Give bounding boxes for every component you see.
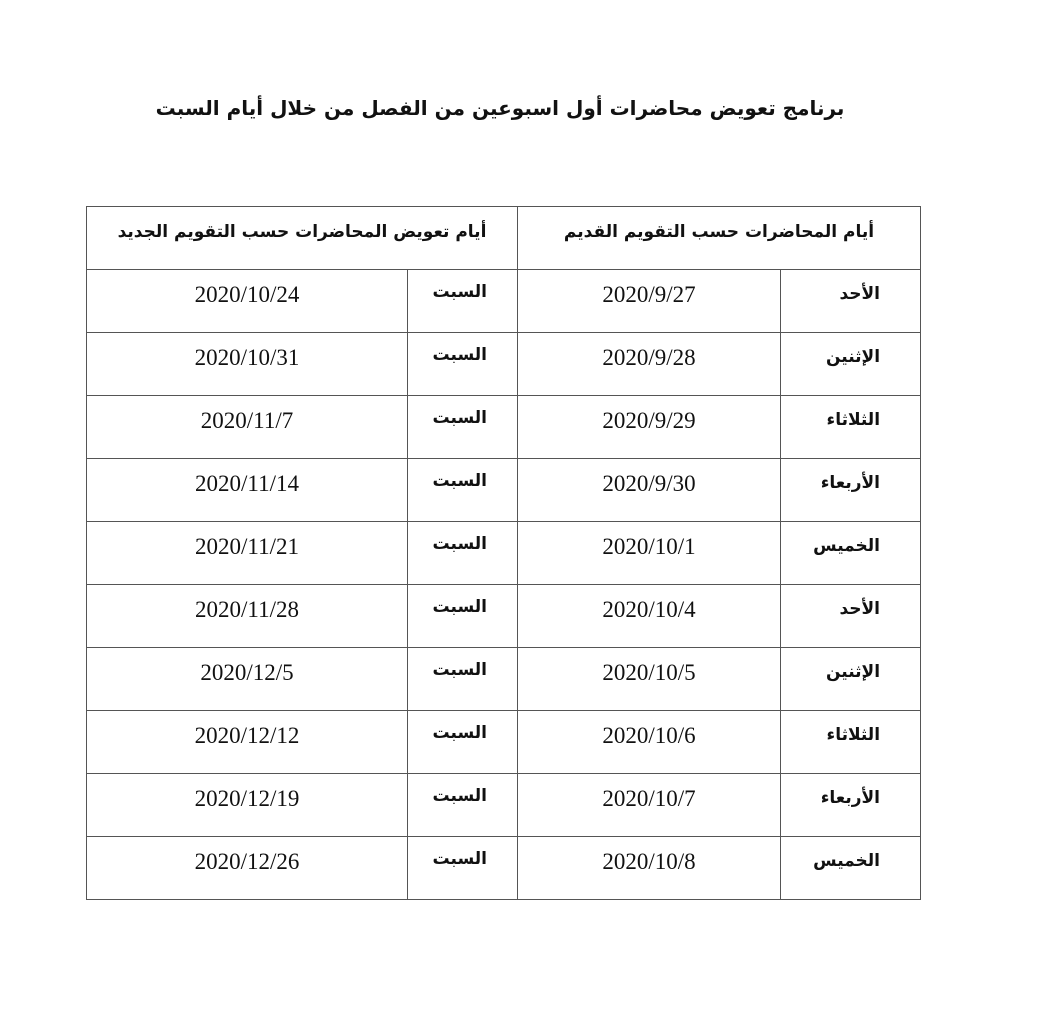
table-row [87, 522, 921, 585]
table-header-row [87, 207, 921, 270]
old-date-cell: 2020/9/28 [518, 333, 781, 396]
document-title: برنامج تعويض محاضرات أول اسبوعين من الفصل من خلال أيام السبت [155, 96, 845, 120]
header-old-calendar: أيام المحاضرات حسب التقويم القديم [518, 207, 921, 270]
old-day-cell: الخميس [781, 837, 921, 900]
new-date-cell: 2020/11/7 [87, 396, 408, 459]
old-date-cell: 2020/10/4 [518, 585, 781, 648]
new-day-cell: السبت [408, 837, 518, 900]
new-day-cell: السبت [408, 522, 518, 585]
old-day-cell: الأربعاء [781, 459, 921, 522]
new-date-cell: 2020/12/26 [87, 837, 408, 900]
table-row [87, 459, 921, 522]
new-date-cell: 2020/12/19 [87, 774, 408, 837]
new-day-cell: السبت [408, 711, 518, 774]
old-day-cell: الثلاثاء [781, 711, 921, 774]
table-row [87, 837, 921, 900]
table-row [87, 396, 921, 459]
old-date-cell: 2020/9/29 [518, 396, 781, 459]
table-row [87, 648, 921, 711]
new-date-cell: 2020/10/24 [87, 270, 408, 333]
old-day-cell: الثلاثاء [781, 396, 921, 459]
old-date-cell: 2020/9/27 [518, 270, 781, 333]
new-date-cell: 2020/10/31 [87, 333, 408, 396]
new-date-cell: 2020/11/28 [87, 585, 408, 648]
new-day-cell: السبت [408, 585, 518, 648]
table-row [87, 585, 921, 648]
new-day-cell: السبت [408, 459, 518, 522]
old-day-cell: الأحد [781, 585, 921, 648]
old-day-cell: الإثنين [781, 648, 921, 711]
table-body [87, 270, 921, 900]
table-row [87, 711, 921, 774]
old-day-cell: الإثنين [781, 333, 921, 396]
new-date-cell: 2020/11/14 [87, 459, 408, 522]
table-row [87, 333, 921, 396]
old-day-cell: الأربعاء [781, 774, 921, 837]
header-new-calendar: أيام تعويض المحاضرات حسب التقويم الجديد [87, 207, 518, 270]
new-day-cell: السبت [408, 774, 518, 837]
makeup-schedule-table [86, 206, 921, 900]
new-day-cell: السبت [408, 270, 518, 333]
old-day-cell: الأحد [781, 270, 921, 333]
old-date-cell: 2020/10/5 [518, 648, 781, 711]
new-day-cell: السبت [408, 396, 518, 459]
old-date-cell: 2020/10/6 [518, 711, 781, 774]
table-row [87, 774, 921, 837]
old-date-cell: 2020/10/1 [518, 522, 781, 585]
new-date-cell: 2020/11/21 [87, 522, 408, 585]
old-date-cell: 2020/10/7 [518, 774, 781, 837]
new-day-cell: السبت [408, 333, 518, 396]
old-date-cell: 2020/9/30 [518, 459, 781, 522]
old-date-cell: 2020/10/8 [518, 837, 781, 900]
old-day-cell: الخميس [781, 522, 921, 585]
table-row [87, 270, 921, 333]
new-date-cell: 2020/12/12 [87, 711, 408, 774]
new-day-cell: السبت [408, 648, 518, 711]
new-date-cell: 2020/12/5 [87, 648, 408, 711]
